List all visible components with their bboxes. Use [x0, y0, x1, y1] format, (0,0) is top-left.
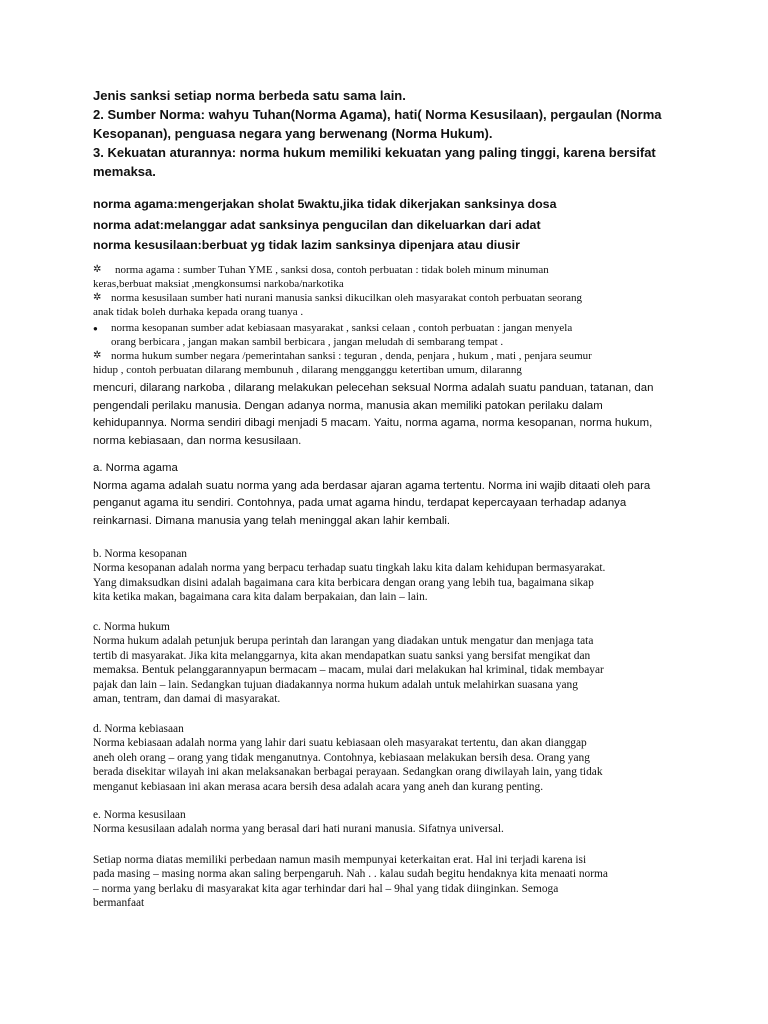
paragraph-line: Yang dimaksudkan disini adalah bagaimana cara kita berbicara dengan orang yang lebih tua, bagaimana sikap [93, 576, 594, 589]
bullet-item [93, 264, 693, 291]
summary-line: norma adat:melanggar adat sanksinya pengucilan dan dikeluarkan dari adat [93, 217, 541, 232]
paragraph-line: pada masing – masing norma akan saling berpengaruh. Nah . . kalau sudah begitu hendaknya kita menaati norma [93, 868, 608, 881]
intro-paragraph [93, 86, 683, 181]
bullet-line: orang berbicara , jangan makan sambil berbicara , jangan meludah di sembarang tempat . [111, 335, 504, 348]
section-heading: c. Norma hukum [93, 621, 170, 633]
definition-paragraph [93, 380, 683, 450]
bullet-line: anak tidak boleh durhaka kepada orang tuanya . [93, 305, 304, 318]
paragraph-line: menganut kebiasaan ini akan merasa acara bersih desa adalah acara yang aneh dan kurang penting. [93, 780, 544, 793]
paragraph-line: kehidupannya. Norma sendiri dibagi menjadi 5 macam. Yaitu, norma agama, norma kesopanan, norma hukum, [93, 417, 653, 429]
section-heading: d. Norma kebiasaan [93, 723, 184, 735]
bullet-text [93, 292, 693, 319]
sanction-summary [93, 194, 683, 256]
paragraph-line: – norma yang berlaku di masyarakat kita agar terhindar dari hal – 9hal yang tidak diinginkan. Semoga [93, 882, 559, 895]
bullet-item [93, 350, 693, 377]
bullet-line: hidup , contoh perbuatan dilarang membunuh , dilarang mengganggu ketertiban umum, dilaranng [93, 363, 522, 376]
intro-line: 2. Sumber Norma: wahyu Tuhan(Norma Agama), hati( Norma Kesusilaan), pergaulan (Norma [93, 107, 662, 122]
section-heading: e. Norma kesusilaan [93, 809, 186, 821]
summary-line: norma kesusilaan:berbuat yg tidak lazim sanksinya dipenjara atau diusir [93, 238, 520, 252]
paragraph-line: penganut agama itu sendiri. Contohnya, pada umat agama hindu, terdapat kepercayaan terhadap adanya [93, 497, 627, 509]
summary-line: norma agama:mengerjakan sholat 5waktu,jika tidak dikerjakan sanksinya dosa [93, 197, 557, 211]
closing-paragraph [93, 853, 683, 911]
section-norma-kesopanan [93, 547, 683, 605]
bullet-line: norma kesopanan sumber adat kebiasaan masyarakat , sanksi celaan , contoh perbuatan : jangan menyela [111, 322, 573, 334]
bullet-text [93, 322, 693, 349]
paragraph-line: tertib di masyarakat. Jika kita melanggarnya, kita akan mendapatkan suatu sanksi yang bersifat mengikat dan [93, 649, 591, 662]
bullet-marker-icon: ✲ [93, 264, 102, 275]
section-heading: a. Norma agama [93, 462, 178, 474]
section-heading: b. Norma kesopanan [93, 548, 187, 560]
bullet-line: norma hukum sumber negara /pemerintahan sanksi : teguran , denda, penjara , hukum , mati , penjara seumur [111, 350, 592, 362]
paragraph-line: reinkarnasi. Dimana manusia yang telah meninggal akan lahir kembali. [93, 514, 451, 527]
bullet-line: norma kesusilaan sumber hati nurani manusia sanksi dikucilkan oleh masyarakat contoh perbuatan seorang [111, 292, 583, 304]
bullet-marker-icon: ● [93, 324, 98, 333]
bullet-line: norma agama : sumber Tuhan YME , sanksi dosa, contoh perbuatan : tidak boleh minum minuman [115, 264, 549, 276]
bullet-text [93, 264, 693, 291]
paragraph-line: norma kebiasaan, dan norma kesusilaan. [93, 434, 302, 447]
bullet-line: keras,berbuat maksiat ,mengkonsumsi narkoba/narkotika [93, 277, 344, 290]
bullet-item [93, 322, 693, 349]
paragraph-line: Norma hukum adalah petunjuk berupa perintah dan larangan yang diadakan untuk mengatur dan menjaga tata [93, 635, 594, 648]
bullet-marker-icon: ✲ [93, 350, 102, 361]
bullet-text [93, 350, 693, 377]
intro-line: Kesopanan), penguasa negara yang berwenang (Norma Hukum). [93, 126, 493, 141]
section-norma-kesusilaan [93, 808, 683, 837]
intro-line: Jenis sanksi setiap norma berbeda satu sama lain. [93, 88, 406, 103]
section-norma-hukum [93, 620, 683, 706]
paragraph-line: aneh oleh orang – orang yang tidak menganutnya. Contohnya, kebiasaan melakukan bersih desa. Orang yang [93, 751, 590, 764]
paragraph-line: pajak dan lain – lain. Sedangkan tujuan diadakannya norma hukum adalah untuk melahirkan suasana yang [93, 678, 578, 691]
paragraph-line: Norma kebiasaan adalah norma yang lahir dari suatu kebiasaan oleh masyarakat tertentu, dan akan dianggap [93, 737, 587, 750]
section-norma-kebiasaan [93, 722, 683, 794]
paragraph-line: mencuri, dilarang narkoba , dilarang melakukan pelecehan seksual Norma adalah suatu panduan, tatanan, dan [93, 382, 654, 394]
paragraph-line: Norma agama adalah suatu norma yang ada berdasar ajaran agama tertentu. Norma ini wajib ditaati oleh para [93, 479, 651, 492]
bullet-item [93, 292, 693, 319]
intro-line: 3. Kekuatan aturannya: norma hukum memiliki kekuatan yang paling tinggi, karena bersifat [93, 145, 656, 160]
bullet-marker-icon: ✲ [93, 292, 102, 303]
paragraph-line: aman, tentram, dan damai di masyarakat. [93, 693, 281, 706]
intro-line: memaksa. [93, 164, 156, 179]
paragraph-line: bermanfaat [93, 897, 145, 910]
paragraph-line: Norma kesusilaan adalah norma yang berasal dari hati nurani manusia. Sifatnya universal. [93, 823, 504, 836]
paragraph-line: kita ketika makan, bagaimana cara kita dalam berpakaian, dan lain – lain. [93, 591, 428, 604]
section-norma-agama [93, 460, 683, 530]
paragraph-line: Norma kesopanan adalah norma yang berpacu terhadap suatu tingkah laku kita dalam kehidupan bermasyarakat. [93, 562, 606, 575]
paragraph-line: memaksa. Bentuk pelanggarannyapun bermacam – macam, mulai dari melakukan hal kriminal, tidak membayar [93, 664, 604, 677]
paragraph-line: Setiap norma diatas memiliki perbedaan namun masih mempunyai keterkaitan erat. Hal ini terjadi karena isi [93, 854, 587, 866]
paragraph-line: pengendali perilaku manusia. Dengan adanya norma, manusia akan memiliki patokan perilaku dalam [93, 399, 603, 412]
paragraph-line: berada disekitar wilayah ini akan melaksanakan berbagai perayaan. Sedangkan orang diwilayah lain, yang tidak [93, 766, 603, 779]
